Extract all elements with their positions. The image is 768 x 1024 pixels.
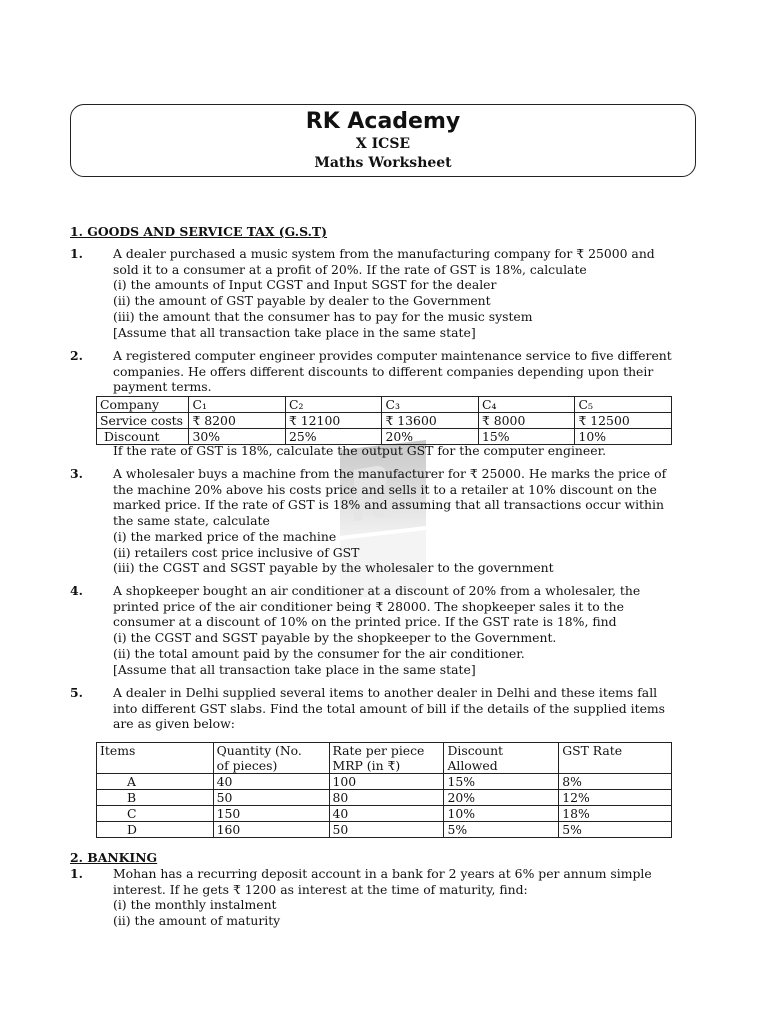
table-cell: 10% xyxy=(444,806,559,822)
question-line: consumer at a discount of 10% on the printed price. If the GST rate is 18%, find xyxy=(113,614,617,630)
table-cell: 25% xyxy=(285,429,382,445)
table-cell: 8% xyxy=(559,774,672,790)
table-row xyxy=(97,806,672,822)
question-number: 1. xyxy=(70,246,83,261)
table-row xyxy=(97,822,672,838)
table-row xyxy=(97,774,672,790)
table-cell: Service costs xyxy=(97,413,189,429)
table-cell: ₹ 12500 xyxy=(575,413,672,429)
question-line: (ii) the total amount paid by the consumer for the air conditioner. xyxy=(113,645,525,661)
question-line: (iii) the amount that the consumer has to pay for the music system xyxy=(113,308,533,324)
table-cell: 12% xyxy=(559,790,672,806)
question-line: (iii) the CGST and SGST payable by the wholesaler to the government xyxy=(113,560,554,576)
question-line: If the rate of GST is 18%, calculate the output GST for the computer engineer. xyxy=(113,443,607,458)
gst-question-5 xyxy=(70,685,700,732)
subject-title: Maths Worksheet xyxy=(314,155,452,171)
question-line: A registered computer engineer provides computer maintenance service to five different xyxy=(113,348,672,363)
table-cell: ₹ 13600 xyxy=(382,413,479,429)
table-header-row xyxy=(97,743,672,774)
table-cell: ₹ 8200 xyxy=(189,413,286,429)
question-line: [Assume that all transaction take place in the same state] xyxy=(113,661,476,677)
question-number: 3. xyxy=(70,466,83,481)
table-header-cell: GST Rate xyxy=(559,743,672,774)
question-line: A shopkeeper bought an air conditioner at a discount of 20% from a wholesaler, the xyxy=(113,583,641,598)
question-line: [Assume that all transaction take place in the same state] xyxy=(113,324,476,340)
table-cell: Discount xyxy=(97,429,189,445)
table-cell: 30% xyxy=(189,429,286,445)
worksheet-header xyxy=(70,104,696,177)
table-cell: ₹ 12100 xyxy=(285,413,382,429)
gst-question-2-followup xyxy=(70,443,700,459)
service-cost-table xyxy=(96,396,672,445)
table-cell: 5% xyxy=(559,822,672,838)
gst-question-2 xyxy=(70,348,700,395)
question-line: the machine 20% above his costs price and sells it to a retailer at 10% discount on the xyxy=(113,481,657,497)
table-cell: 20% xyxy=(444,790,559,806)
table-cell: C₁ xyxy=(189,397,286,413)
table-cell: 15% xyxy=(444,774,559,790)
table-cell: 160 xyxy=(213,822,329,838)
question-line: into different GST slabs. Find the total amount of bill if the details of the supplied items xyxy=(113,700,666,716)
table-cell: 20% xyxy=(382,429,479,445)
section-banking-title: 2. BANKING xyxy=(70,850,158,865)
table-cell: ₹ 8000 xyxy=(478,413,575,429)
table-cell: B xyxy=(97,790,214,806)
question-line: (ii) retailers cost price inclusive of GST xyxy=(113,544,360,560)
question-line: (i) the monthly instalment xyxy=(113,897,277,913)
table-cell: 10% xyxy=(575,429,672,445)
table-cell: 50 xyxy=(329,822,444,838)
question-line: A wholesaler buys a machine from the manufacturer for ₹ 25000. He marks the price of xyxy=(113,466,667,481)
question-line: the same state, calculate xyxy=(113,513,270,529)
table-header-cell: Rate per piece MRP (in ₹) xyxy=(329,743,444,774)
table-cell: 5% xyxy=(444,822,559,838)
question-line: (i) the marked price of the machine xyxy=(113,528,337,544)
supplied-items-table xyxy=(96,742,672,838)
question-line: are as given below: xyxy=(113,716,235,732)
question-line: marked price. If the rate of GST is 18% and assuming that all transactions occur within xyxy=(113,497,664,513)
table-cell: C₂ xyxy=(285,397,382,413)
table-cell: 80 xyxy=(329,790,444,806)
table-cell: 50 xyxy=(213,790,329,806)
question-line: Mohan has a recurring deposit account in a bank for 2 years at 6% per annum simple xyxy=(113,866,652,881)
question-number: 2. xyxy=(70,348,83,363)
table-cell: 40 xyxy=(213,774,329,790)
table-header-cell: Discount Allowed xyxy=(444,743,559,774)
table-cell: C xyxy=(97,806,214,822)
question-line: companies. He offers different discounts to different companies depending upon their xyxy=(113,363,654,379)
table-row xyxy=(97,790,672,806)
question-line: payment terms. xyxy=(113,379,212,395)
gst-question-3 xyxy=(70,466,700,576)
question-number: 1. xyxy=(70,866,83,881)
question-number: 4. xyxy=(70,583,83,598)
academy-title: RK Academy xyxy=(305,109,461,134)
question-line: (i) the CGST and SGST payable by the shopkeeper to the Government. xyxy=(113,630,557,646)
banking-question-1 xyxy=(70,866,700,929)
gst-question-4 xyxy=(70,583,700,677)
gst-question-1 xyxy=(70,246,700,340)
table-cell: C₃ xyxy=(382,397,479,413)
class-title: X ICSE xyxy=(355,136,411,152)
table-header-cell: Quantity (No. of pieces) xyxy=(213,743,329,774)
table-cell: C₄ xyxy=(478,397,575,413)
question-line: A dealer in Delhi supplied several items to another dealer in Delhi and these items fall xyxy=(113,685,658,700)
table-cell: 18% xyxy=(559,806,672,822)
table-cell: D xyxy=(97,822,214,838)
table-row xyxy=(97,413,672,429)
question-line: (ii) the amount of GST payable by dealer to the Government xyxy=(113,293,491,309)
question-line: A dealer purchased a music system from the manufacturing company for ₹ 25000 and xyxy=(113,246,655,261)
table-cell: C₅ xyxy=(575,397,672,413)
section-gst-title: 1. GOODS AND SERVICE TAX (G.S.T) xyxy=(70,224,328,239)
question-line: printed price of the air conditioner being ₹ 28000. The shopkeeper sales it to the xyxy=(113,598,624,614)
table-cell: 150 xyxy=(213,806,329,822)
question-number: 5. xyxy=(70,685,83,700)
table-header-cell: Items xyxy=(97,743,214,774)
question-line: (ii) the amount of maturity xyxy=(113,913,281,929)
question-line: interest. If he gets ₹ 1200 as interest at the time of maturity, find: xyxy=(113,881,528,897)
table-cell: 40 xyxy=(329,806,444,822)
question-line: (i) the amounts of Input CGST and Input SGST for the dealer xyxy=(113,277,497,293)
table-row xyxy=(97,397,672,413)
table-cell: 100 xyxy=(329,774,444,790)
table-cell: A xyxy=(97,774,214,790)
table-cell: 15% xyxy=(478,429,575,445)
question-line: sold it to a consumer at a profit of 20%. If the rate of GST is 18%, calculate xyxy=(113,261,587,277)
table-cell: Company xyxy=(97,397,189,413)
